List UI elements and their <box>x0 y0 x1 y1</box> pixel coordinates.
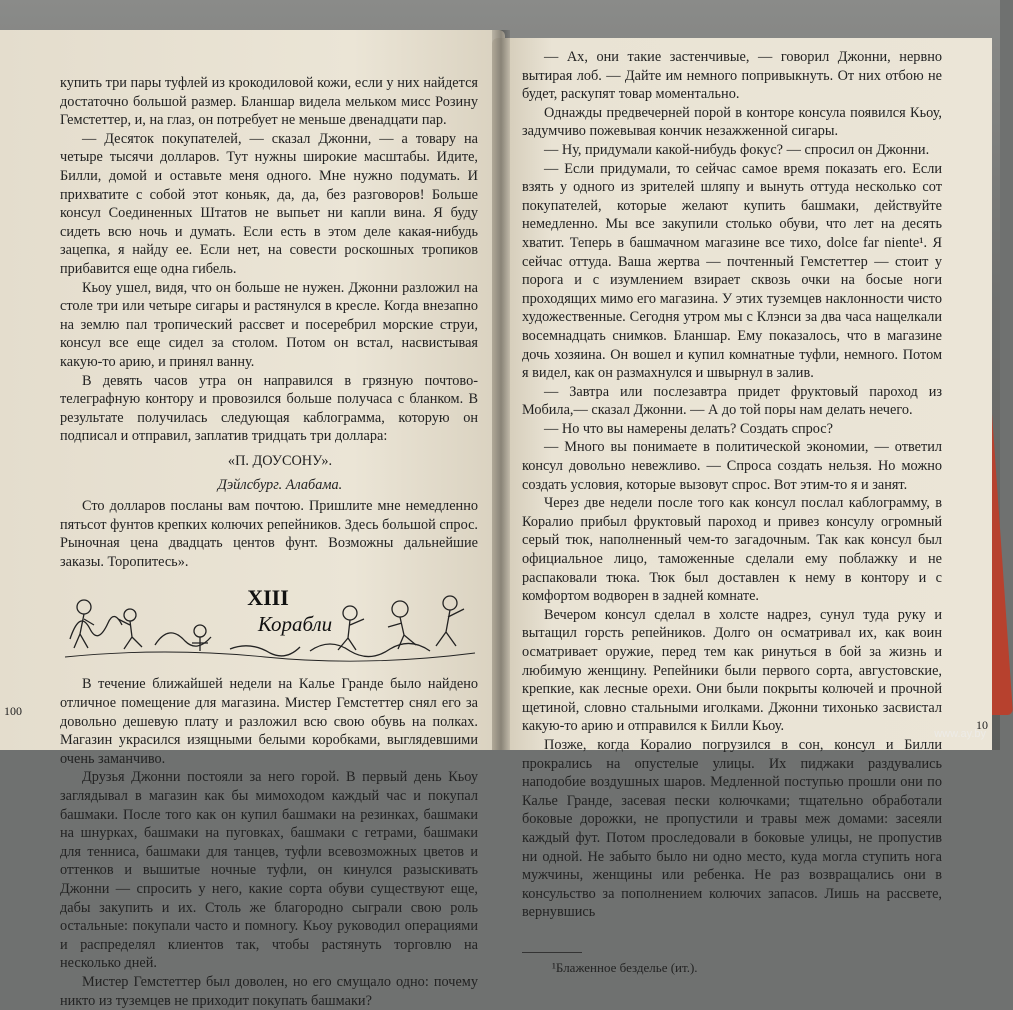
chapter-illustration <box>60 579 478 665</box>
cable-addressee: «П. ДОУСОНУ». <box>227 452 333 469</box>
chapter-illustration-drawing <box>60 579 478 665</box>
paragraph: Позже, когда Коралио погрузился в сон, консул и Билли прокрались на опустелые улицы. Их пиджаки раздувались наподобие воздушных шаров. Медленной поступью прошли они по Калье Гранде, засевая пески колючками; тщательно обработали боковые дорожки, не пропустили и травы меж домами: засеяли каждый фут. Потом проследовали в боковые улицы, не пропустив ни одной. Не забыто было ни одно место, куда могла ступить нога мужчины, женщины или ребенка. Не раз возвращались они в консульство за пополнением колючих запасов. Лишь на рассвете, вернувшись <box>522 736 942 921</box>
paragraph: Мистер Гемстеттер был доволен, но его смущало одно: почему никто из туземцев не приходит покупать башмаки? <box>60 973 478 1009</box>
right-page <box>492 38 992 975</box>
cable-place: Дэйлсбург. Алабама. <box>217 477 343 494</box>
left-page <box>0 30 505 1009</box>
page-number-left: 100 <box>4 704 22 718</box>
paragraph: Через две недели после того как консул послал каблограмму, в Коралио прибыл фруктовый пароход и привез консулу огромный серый тюк, наполненный чем-то загадочным. Так как консул был официальное лицо, таможенные сделали ему поблажку и не распаковали тюка. Тюк был доставлен к нему в контору и с комфортом водворен в задней комнате. <box>522 495 942 605</box>
chapter-number: XIII <box>247 585 289 611</box>
paragraph: — Если придумали, то сейчас самое время показать его. Если взять у одного из зрителей шляпу и вынуть оттуда несколько сот покупателей, которые желают купить башмаки, действуйте немедленно. Мы все закупили столько обуви, что лет на десять хватит. Теперь в башмачном магазине все тихо, dolce far niente¹. Я сейчас оттуда. Ваша жертва — почтенный Гемстеттер — стоит у порога и с изумлением взирает сквозь очки на босые ноги проходящих мимо его магазина. У этих туземцев наклонности чисто художественные. Сегодня утром мы с Клэнси за два часа нащелкали восемнадцать снимков. Бланшар. Ему показалось, что в магазине дочь хозяина. Он вошел и купил комнатные туфли, немного. Потом я видел, как он размахнулся и швырнул в залив. <box>522 160 942 382</box>
paragraph: — Ну, придумали какой-нибудь фокус? — спросил он Джонни. <box>544 141 930 158</box>
paragraph: В течение ближайшей недели на Калье Гранде было найдено отличное помещение для магазина. Мистер Гемстеттер снял его за довольно дешевую плату и разложил всю свою обувь на полках. Магазин украсился изящными белыми коробками, выглядевшими очень заманчиво. <box>60 676 478 767</box>
watermark: www.ay.by <box>934 728 986 740</box>
paragraph: — Завтра или послезавтра придет фруктовый пароход из Мобила,— сказал Джонни. — А до той поры нам делать нечего. <box>522 383 942 419</box>
paragraph: — Десяток покупателей, — сказал Джонни, — а товару на четыре тысячи долларов. Тут нужны широкие масштабы. Идите, Билли, домой и оставьте меня одного. Мне нужно подумать. И прихватите с собой этот коньяк, да, да, без разговоров! Больше консул Соединенных Штатов не выпьет ни капли вина. Я буду сидеть всю ночь и думать. Если есть в этом деле какая-нибудь зацепка, я найду ее. Если нет, на совести роскошных тропиков прибавится еще одна гибель. <box>60 130 478 277</box>
footnote: ¹Блаженное безделье (ит.). <box>552 959 698 975</box>
book-gutter <box>492 30 510 750</box>
chapter-title: Корабли <box>257 612 333 637</box>
paragraph: В девять часов утра он направился в грязную почтово-телеграфную контору и провозился больше получаса с бланком. В результате получилась следующая каблограмма, которую он подписал и отправил, заплатив тридцать три доллара: <box>60 372 478 445</box>
paragraph: купить три пары туфлей из крокодиловой кожи, если у них найдется достаточно большой размер. Бланшар видела мельком мисс Розину Гемстеттер, и, на глаз, он потребует не меньше двенадцати пар. <box>60 75 478 129</box>
paragraph: Друзья Джонни постояли за него горой. В первый день Кьоу заглядывал в магазин как бы мимоходом каждый час и покупал башмаки. После того как он купил башмаки на резинках, башмаки на шнурках, башмаки на пуговках, башмаки с гетрами, башмаки для тенниса, башмаки для танцев, туфли всевозможных цветов и оттенков и вышитые ночные туфли, он кинулся разыскивать Джонни — спросить у него, какие сорта обуви существуют еще, дабы закупить и их. Столь же благородно сыграли свою роль остальные: покупали часто и помногу. Кьоу руководил операциями и распределял клиентов так, чтобы растянуть торговлю на несколько дней. <box>60 769 478 972</box>
paragraph: Кьоу ушел, видя, что он больше не нужен. Джонни разложил на столе три или четыре сигары и растянулся в кресле. Когда внезапно на землю пал тропический рассвет и посеребрил морские струи, консул все еще сидел за столом. Потом он встал, насвистывая какую-то арию, и принял ванну. <box>60 279 478 370</box>
footnote-divider <box>522 952 582 953</box>
paragraph: — Много вы понимаете в политической экономии, — ответил консул довольно невежливо. — Спроса создать нельзя. Но можно создать условия, которые вызовут спрос. Вот этим-то я и занят. <box>522 439 942 493</box>
paragraph: Вечером консул сделал в холсте надрез, сунул туда руку и вытащил горсть репейников. Долго он осматривал их, как воин осматривает оружие, перед тем как ринуться в бой за жизнь и любимую женщину. Репейники были первого сорта, августовские, крепкие, как лесные орехи. Они были покрыты колючей и прочной щетиной, словно стальными иголками. Джонни тихонько засвистал какую-то арию и отправился к Билли Кьоу. <box>522 606 942 735</box>
paragraph: — Но что вы намерены делать? Создать спрос? <box>544 420 833 437</box>
right-page-text <box>522 48 942 978</box>
paragraph: Однажды предвечерней порой в конторе консула появился Кьоу, задумчиво пожевывая кончик незажженной сигары. <box>522 104 942 140</box>
page-number-right: 10 <box>976 718 988 732</box>
paragraph: — Ах, они такие застенчивые, — говорил Джонни, нервно вытирая лоб. — Дайте им немного попривыкнуть. От них отбою не будет, раскупят товар моментально. <box>522 49 942 103</box>
cable-text: Сто долларов посланы вам почтою. Пришлите мне немедленно пятьсот фунтов крепких колючих репейников. Здесь большой спрос. Рыночная цена двадцать центов фунт. Возможны дальнейшие заказы. Торопитесь». <box>60 498 478 570</box>
left-page-text <box>60 74 478 1010</box>
